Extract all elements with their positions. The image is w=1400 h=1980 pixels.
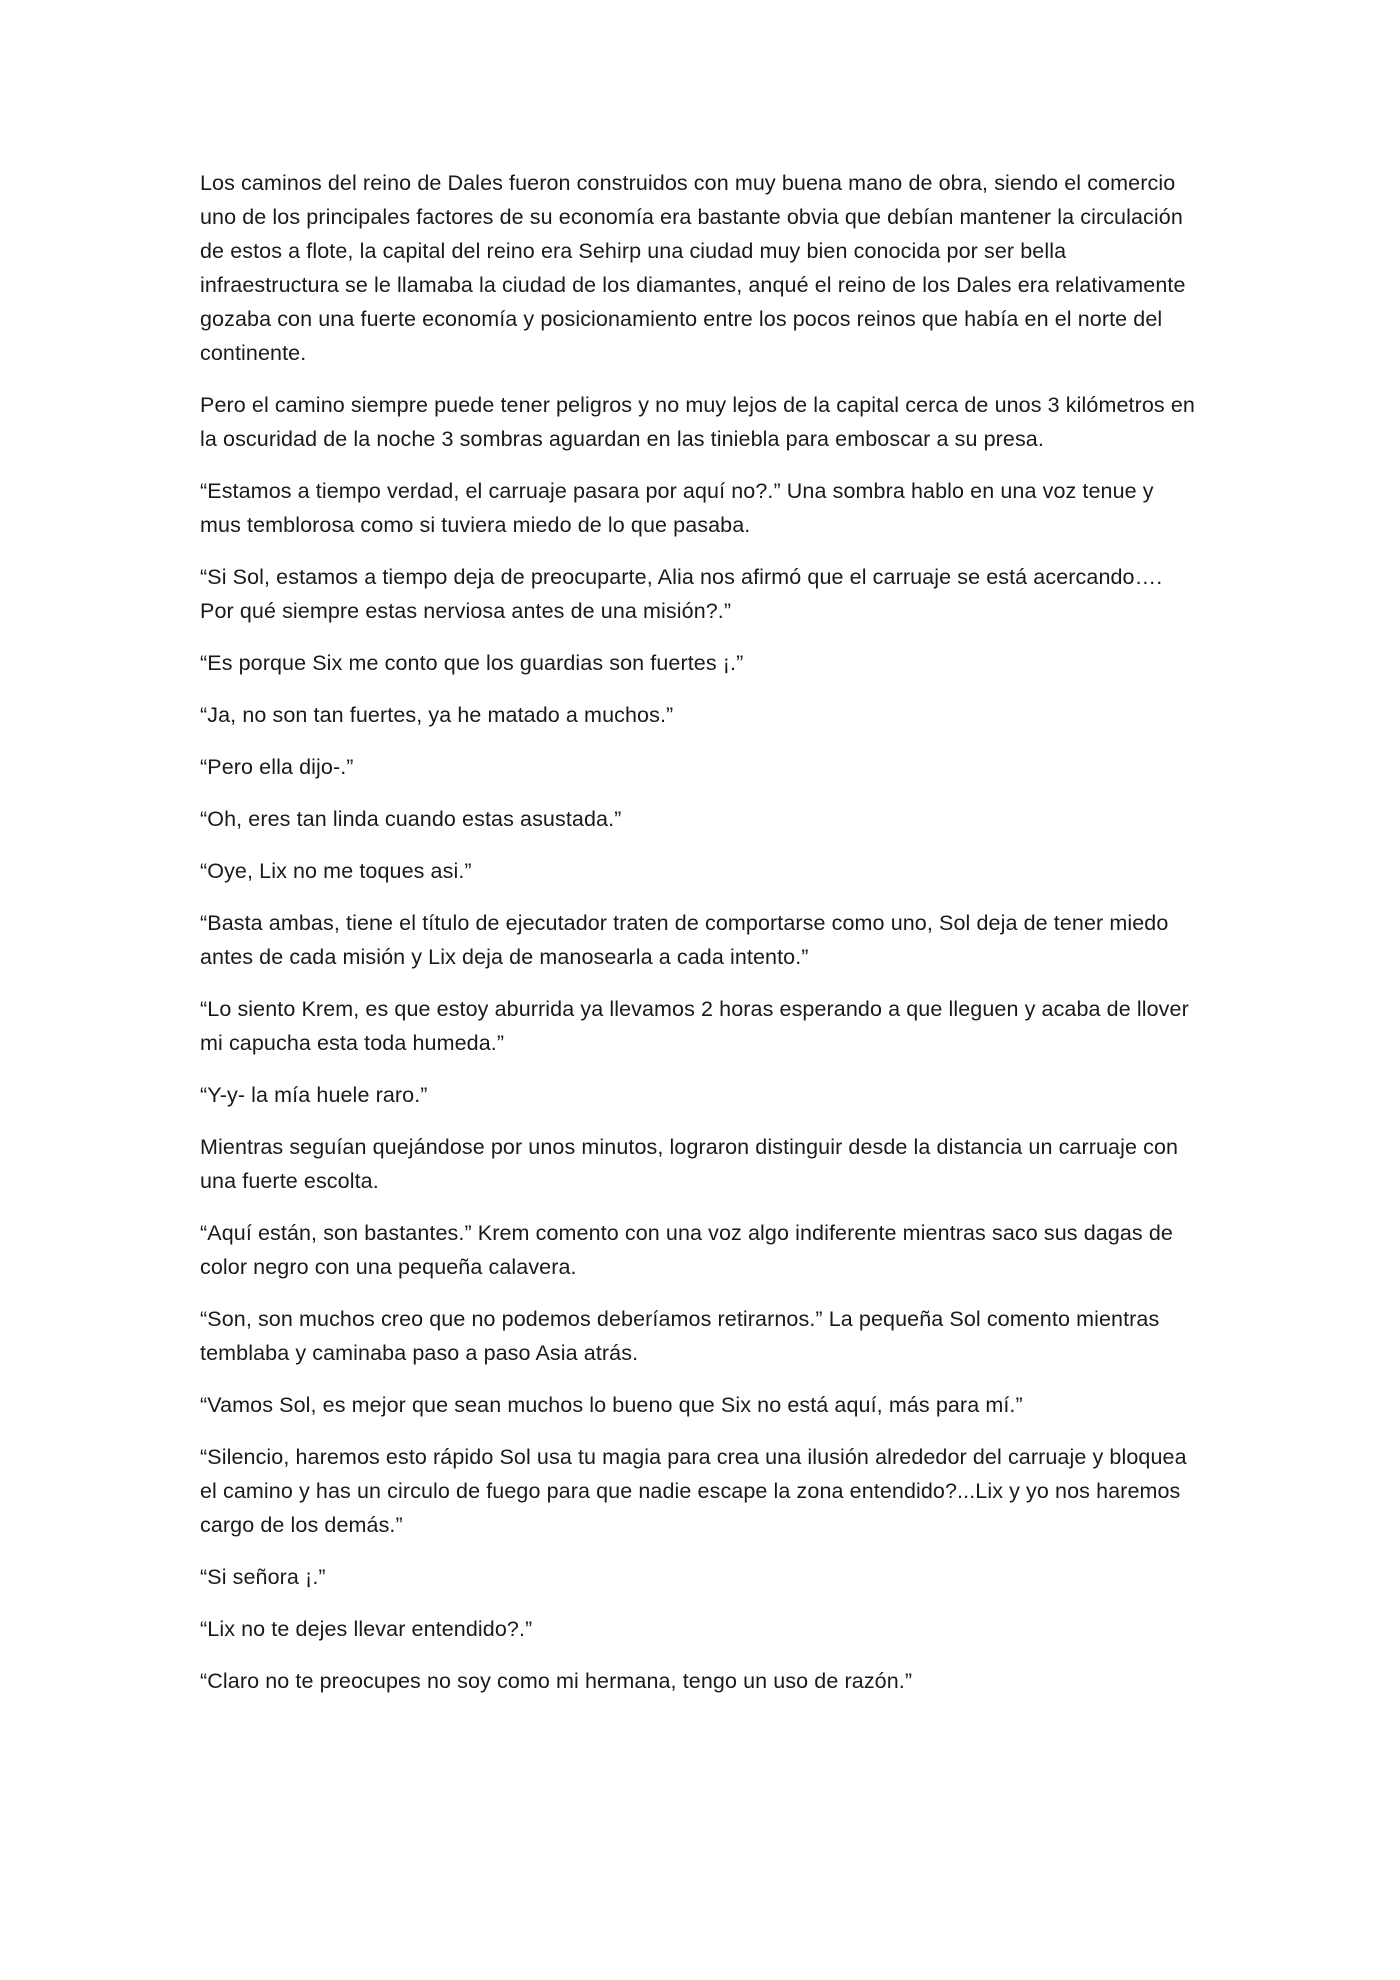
paragraph: “Aquí están, son bastantes.” Krem comento con una voz algo indiferente mientras saco sus dagas de color negro con una pequeña calavera.	[200, 1221, 1173, 1279]
paragraph: “Pero ella dijo-.”	[200, 755, 354, 779]
paragraph: Los caminos del reino de Dales fueron construidos con muy buena mano de obra, siendo el comercio uno de los principales factores de su economía era bastante obvia que debían mantener la circulación de estos a flote, la capital del reino era Sehirp una ciudad muy bien conocida por ser bella infraestructura se le llamaba la ciudad de los diamantes, anqué el reino de los Dales era relativamente gozaba con una fuerte economía y posicionamiento entre los pocos reinos que había en el norte del continente.	[200, 171, 1186, 365]
paragraph: “Si Sol, estamos a tiempo deja de preocuparte, Alia nos afirmó que el carruaje se está acercando…. Por qué siempre estas nerviosa antes de una misión?.”	[200, 565, 1163, 623]
paragraph: “Lo siento Krem, es que estoy aburrida ya llevamos 2 horas esperando a que lleguen y acaba de llover mi capucha esta toda humeda.”	[200, 997, 1189, 1055]
paragraph: “Si señora ¡.”	[200, 1565, 326, 1589]
paragraph: Pero el camino siempre puede tener peligros y no muy lejos de la capital cerca de unos 3 kilómetros en la oscuridad de la noche 3 sombras aguardan en las tiniebla para emboscar a su presa.	[200, 393, 1195, 451]
paragraph: “Es porque Six me conto que los guardias son fuertes ¡.”	[200, 651, 744, 675]
paragraph: “Silencio, haremos esto rápido Sol usa tu magia para crea una ilusión alrededor del carruaje y bloquea el camino y has un circulo de fuego para que nadie escape la zona entendido?...Lix y yo nos haremos cargo de los demás.”	[200, 1445, 1187, 1537]
paragraph: “Y-y- la mía huele raro.”	[200, 1083, 428, 1107]
paragraph: “Oh, eres tan linda cuando estas asustada.”	[200, 807, 622, 831]
paragraph: “Lix no te dejes llevar entendido?.”	[200, 1617, 533, 1641]
paragraph: Mientras seguían quejándose por unos minutos, lograron distinguir desde la distancia un carruaje con una fuerte escolta.	[200, 1135, 1179, 1193]
paragraph: “Basta ambas, tiene el título de ejecutador traten de comportarse como uno, Sol deja de tener miedo antes de cada misión y Lix deja de manosearla a cada intento.”	[200, 911, 1169, 969]
paragraph: “Estamos a tiempo verdad, el carruaje pasara por aquí no?.” Una sombra hablo en una voz tenue y mus temblorosa como si tuviera miedo de lo que pasaba.	[200, 479, 1154, 537]
paragraph: “Vamos Sol, es mejor que sean muchos lo bueno que Six no está aquí, más para mí.”	[200, 1393, 1023, 1417]
paragraph: “Son, son muchos creo que no podemos deberíamos retirarnos.” La pequeña Sol comento mientras temblaba y caminaba paso a paso Asia atrás.	[200, 1307, 1160, 1365]
paragraph: “Claro no te preocupes no soy como mi hermana, tengo un uso de razón.”	[200, 1669, 913, 1693]
paragraph: “Oye, Lix no me toques asi.”	[200, 859, 472, 883]
paragraph: “Ja, no son tan fuertes, ya he matado a muchos.”	[200, 703, 674, 727]
document-body	[200, 166, 1200, 1716]
